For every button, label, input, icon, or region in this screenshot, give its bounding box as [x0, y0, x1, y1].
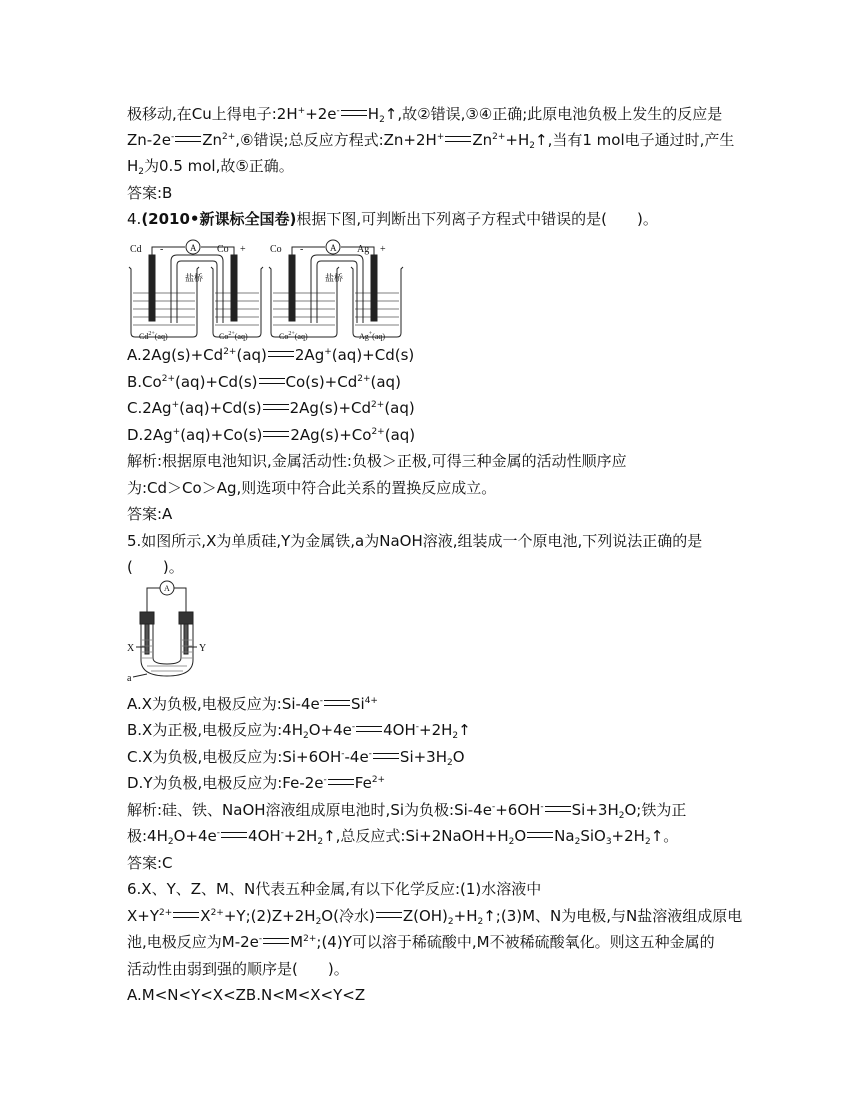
q6-option-a-b: A.M<N<Y<X<ZB.N<M<X<Y<Z	[127, 986, 366, 1004]
svg-text:Ag: Ag	[357, 244, 370, 255]
q3-line-3: $H_2$为0.5 mol,故⑤正确。	[127, 157, 294, 177]
q3-answer: 答案:B	[127, 184, 173, 202]
svg-text:A: A	[190, 243, 197, 253]
svg-text:Co2+(aq): $Co^{2+}(aq)$	[279, 331, 308, 341]
q6-question-3: 池,电极反应为M-2e- $M^{2+};(4)Y$可以溶于稀硫酸中,M不被稀硫酸氧化。则这五种金属的	[127, 933, 715, 951]
svg-text:Ag+(aq): Ag+(aq)	[359, 331, 386, 341]
q5-answer: 答案:C	[127, 854, 173, 872]
q6-question-2: $X+Y^{2+}$ $X^{2+}+Y;(2)Z+2H_2O$(冷水) $Z(OH)_2+H_2↑;(3)M$、N为电极,与N盐溶液组成原电	[127, 907, 743, 927]
q4-analysis-2: 为:Cd＞Co＞Ag,则选项中符合此关系的置换反应成立。	[127, 479, 497, 497]
svg-text:-: -	[300, 244, 304, 255]
q5-question-2: ( )。	[127, 558, 184, 576]
q5-option-a: A.X为负极,电极反应为:Si-4e- $Si^{4+}$	[127, 695, 378, 713]
q4-option-d: D.2Ag+(aq)+Co(s) $2Ag(s)+Co^{2+}(aq)$	[127, 426, 416, 444]
q3-line-1: 极移动,在Cu上得电子:2H++2e- $H_2↑$,故②错误,③④正确;此原电池负极上发生的反应是	[127, 105, 723, 125]
svg-text:Co: Co	[217, 244, 229, 255]
q4-analysis-1: 解析:根据原电池知识,金属活动性:负极＞正极,可得三种金属的活动性顺序应	[127, 452, 627, 470]
svg-text:+: +	[380, 244, 386, 255]
q4-question: 4.(2010•新课标全国卷)根据下图,可判断出下列离子方程式中错误的是( )。	[127, 210, 658, 228]
q5-question-1: 5.如图所示,X为单质硅,Y为金属铁,a为NaOH溶液,组装成一个原电池,下列说法正确的是	[127, 532, 703, 550]
q4-option-b: $B.Co^{2+}(aq)+Cd(s)$ $Co(s)+Cd^{2+}(aq)$	[127, 373, 401, 391]
q4-option-a: $A.2Ag(s)+Cd^{2+}(aq)$ 2Ag+(aq)+Cd(s)	[127, 346, 415, 364]
q5-option-c: C.X为负极,电极反应为:Si+6OH--4e- $Si+3H_2O$	[127, 748, 465, 768]
q6-question-1: 6.X、Y、Z、M、N代表五种金属,有以下化学反应:(1)水溶液中	[127, 880, 542, 898]
q5-option-d: D.Y为负极,电极反应为:Fe-2e- $Fe^{2+}$	[127, 774, 386, 792]
svg-text:X: X	[127, 643, 135, 654]
svg-text:a: a	[127, 673, 132, 682]
svg-text:盐桥: 盐桥	[185, 273, 204, 283]
svg-text:盐桥: 盐桥	[325, 273, 344, 283]
svg-text:A: A	[330, 243, 337, 253]
q4-option-c: C.2Ag+(aq)+Cd(s) $2Ag(s)+Cd^{2+}(aq)$	[127, 399, 415, 417]
q5-analysis-1: 解析:硅、铁、NaOH溶液组成原电池时,Si为负极:Si-4e-+6OH- $Si+3H_2O$;铁为正	[127, 801, 687, 821]
svg-text:A: A	[164, 584, 170, 593]
q5-analysis-2: 极$:4H_2O+4e^-$ $4OH^-+2H_2↑$,总反应式$:Si+2NaOH+H_2O$ $Na_2SiO_3+2H_2↑$。	[127, 827, 679, 847]
svg-text:Cd: Cd	[130, 244, 142, 255]
svg-text:Co: Co	[270, 244, 282, 255]
q5-option-b: B.X为正极,电极反应为$:4H_2O+4e^-$ $4OH^-+2H_2↑$	[127, 721, 471, 741]
q6-question-4: 活动性由弱到强的顺序是( )。	[127, 960, 349, 978]
svg-text:Co2+(aq): $Co^{2+}(aq)$	[219, 331, 248, 341]
svg-text:+: +	[240, 244, 246, 255]
q4-answer: 答案:A	[127, 505, 173, 523]
q3-line-2: Zn-2e- $Zn^{2+},⑥$错误;总反应方程式:Zn+2H+ $Zn^{2+}+H_2↑$,当有1 mol电子通过时,产生	[127, 131, 735, 151]
q5-u-tube-figure	[127, 580, 217, 682]
svg-text:Cd2+(aq): $Cd^{2+}(aq)$	[139, 331, 168, 341]
svg-text:-: -	[160, 244, 164, 255]
q4-galvanic-cells-figure	[127, 235, 405, 343]
svg-text:Y: Y	[199, 643, 207, 654]
